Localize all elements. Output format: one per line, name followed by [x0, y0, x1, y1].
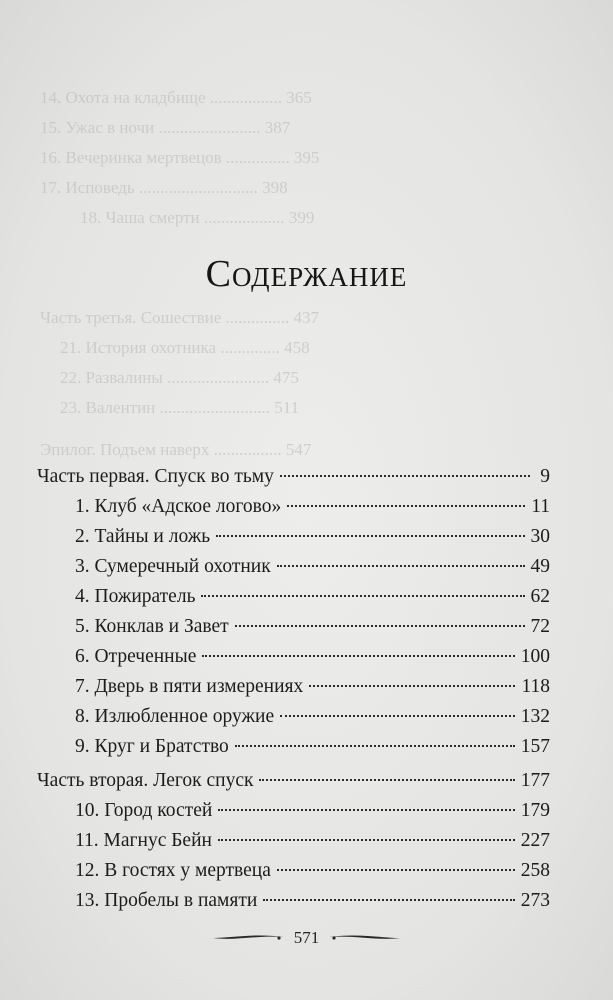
dot-leader [259, 779, 514, 781]
toc-entry-page: 118 [521, 676, 550, 697]
toc-chapter-entry [37, 856, 550, 886]
toc-chapter-entry [37, 522, 550, 552]
dot-leader [277, 565, 525, 567]
bleed-through-text: 14. Охота на кладбище ................. 365 15. Ужас в ночи ........................ 387 16. Вечеринка мертвецов ............... 395 17. Исповедь ............................ 398 18. Чаша смерти ................... 399 Часть третья. Сошествие ............... 437 21. История охотника .............. 458 22. Развалины ........................ 475 23. Валентин .......................... 511 Эпилог. Подъем наверх ................ 547 [40, 88, 320, 459]
toc-entry-label: 5. Конклав и Завет [75, 616, 229, 637]
toc-chapter-entry [37, 582, 550, 612]
dot-leader [309, 685, 515, 687]
dot-leader [218, 809, 514, 811]
toc-entry-page: 132 [520, 706, 550, 727]
toc-entry-label: 13. Пробелы в памяти [75, 890, 258, 911]
dot-leader [201, 595, 524, 597]
toc-entry-page: 157 [520, 736, 550, 757]
dot-leader [263, 899, 514, 901]
toc-part-entry [37, 766, 550, 796]
toc-chapter-entry [37, 796, 550, 826]
toc-chapter-entry [37, 492, 550, 522]
page-footer [0, 926, 613, 950]
dot-leader [277, 869, 515, 871]
toc-entry-label: 8. Излюбленное оружие [75, 706, 275, 727]
toc-entry-page: 100 [520, 646, 550, 667]
toc-entry-label: 9. Круг и Братство [75, 736, 229, 757]
toc-entry-label: 3. Сумеречный охотник [75, 556, 271, 577]
dot-leader [202, 655, 514, 657]
toc-entry-label: 6. Отреченные [75, 646, 197, 667]
toc-entry-label: 4. Пожиратель [75, 586, 196, 607]
right-ornament-icon [327, 931, 402, 945]
dot-leader [216, 535, 524, 537]
page-number: 571 [293, 928, 320, 947]
toc-entry-label: 10. Город костей [75, 800, 213, 821]
toc-entry-page: 9 [540, 466, 550, 487]
toc-part-entry [37, 462, 550, 492]
dot-leader [280, 715, 515, 717]
toc-chapter-entry [37, 642, 550, 672]
toc-entry-page: 72 [530, 616, 550, 637]
dot-leader [235, 625, 525, 627]
toc-chapter-entry [37, 702, 550, 732]
dot-leader [218, 839, 515, 841]
toc-part-1 [37, 462, 550, 762]
toc-chapter-entry [37, 826, 550, 856]
toc-chapter-entry [37, 672, 550, 702]
toc-entry-label: 11. Магнус Бейн [75, 830, 212, 851]
toc-chapter-entry [37, 552, 550, 582]
toc-entry-page: 273 [520, 890, 550, 911]
dot-leader [287, 505, 525, 507]
toc-entry-page: 62 [530, 586, 550, 607]
toc-entry-page: 30 [530, 526, 550, 547]
toc-entry-label: 12. В гостях у мертвеца [75, 860, 271, 881]
left-ornament-icon [211, 931, 286, 945]
toc-entry-label: 7. Дверь в пяти измерениях [75, 676, 304, 697]
toc-chapter-entry [37, 886, 550, 916]
toc-entry-label: 2. Тайны и ложь [75, 526, 211, 547]
toc-entry-label: Часть вторая. Легок спуск [37, 770, 254, 791]
toc-entry-page: 11 [531, 496, 550, 517]
toc-chapter-entry [37, 732, 550, 762]
toc-entry-page: 227 [520, 830, 550, 851]
toc-entry-page: 177 [520, 770, 550, 791]
toc-entry-page: 258 [520, 860, 550, 881]
toc-entry-page: 49 [530, 556, 550, 577]
toc-chapter-entry [37, 612, 550, 642]
page-title: Содержание [205, 253, 408, 295]
toc-entry-label: Часть первая. Спуск во тьму [37, 466, 274, 487]
dot-leader [235, 745, 515, 747]
toc-entry-label: 1. Клуб «Адское логово» [75, 496, 282, 517]
toc-entry-page: 179 [520, 800, 550, 821]
toc-part-2 [37, 766, 550, 916]
dot-leader [280, 475, 530, 477]
